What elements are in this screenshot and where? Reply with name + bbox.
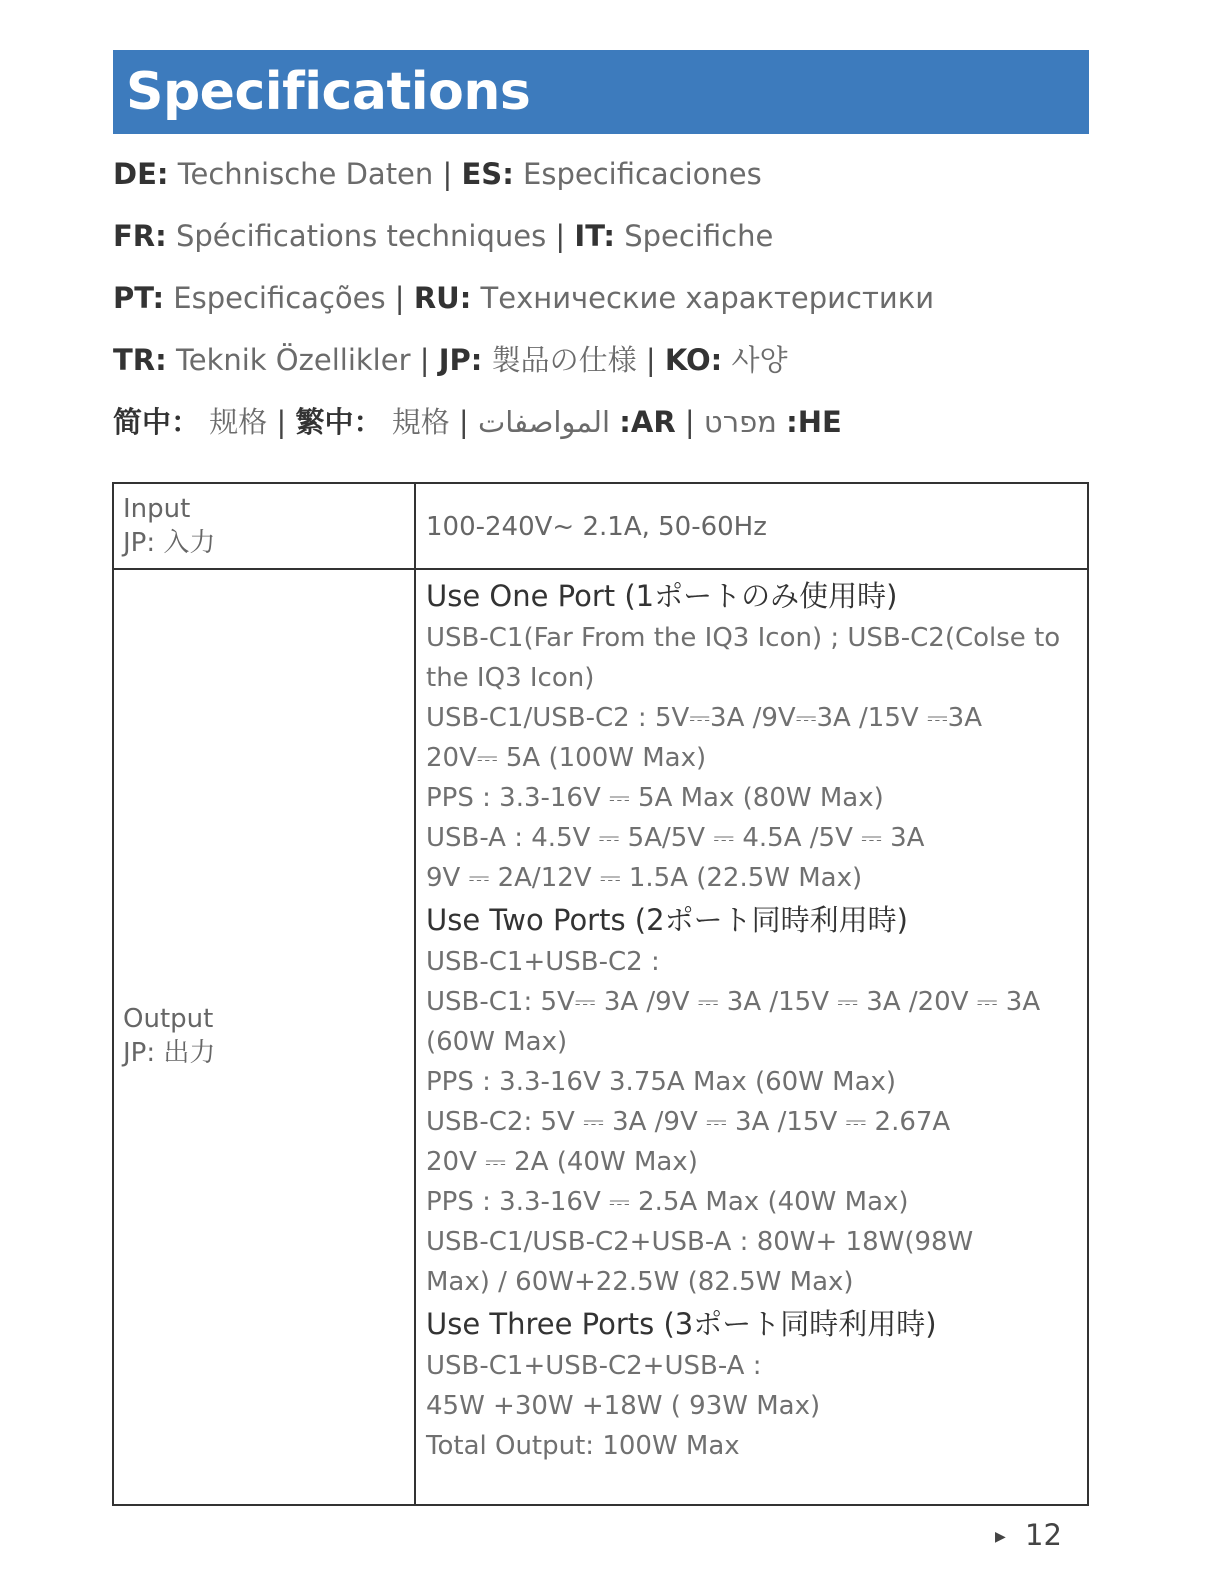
input-label-jp: JP: 入力	[123, 528, 216, 558]
spec-line: the IQ3 Icon)	[426, 663, 595, 693]
lang-text: 规格	[209, 405, 268, 439]
lang-text: 規格	[391, 405, 450, 439]
lang-text: Teknik Özellikler	[175, 343, 411, 377]
section-heading: Use Two Ports (2ポート同時利用時)	[426, 903, 908, 937]
lang-code: IT:	[574, 219, 616, 253]
lang-line	[113, 396, 1113, 458]
lang-line	[113, 272, 1113, 334]
lang-text: Specifiche	[624, 219, 774, 253]
lang-code: 简中：	[113, 405, 201, 439]
section-heading: Use Three Ports (3ポート同時利用時)	[426, 1307, 937, 1341]
separator: |	[546, 219, 575, 253]
spec-line: Total Output: 100W Max	[426, 1431, 740, 1461]
separator: |	[385, 281, 414, 315]
output-value	[426, 574, 1086, 1466]
lang-code: ES:	[461, 157, 514, 191]
lang-text: 製品の仕様	[491, 343, 637, 377]
separator: |	[636, 343, 665, 377]
spec-table	[112, 482, 1089, 1506]
lang-code: :AR	[619, 405, 676, 439]
spec-line: PPS : 3.3-16V ⎓ 2.5A Max (40W Max)	[426, 1187, 909, 1217]
input-label-cell	[123, 492, 215, 560]
spec-line: PPS : 3.3-16V ⎓ 5A Max (80W Max)	[426, 783, 884, 813]
spec-line: 9V ⎓ 2A/12V ⎓ 1.5A (22.5W Max)	[426, 863, 863, 893]
column-divider	[414, 484, 416, 1504]
spec-line: USB-C1+USB-C2 :	[426, 947, 660, 977]
lang-text: 사양	[731, 343, 788, 377]
spec-line: USB-C2: 5V ⎓ 3A /9V ⎓ 3A /15V ⎓ 2.67A	[426, 1107, 951, 1137]
lang-code: PT:	[113, 281, 165, 315]
title-bar	[113, 50, 1089, 134]
separator: |	[410, 343, 439, 377]
spec-line: USB-C1/USB-C2+USB-A : 80W+ 18W(98W	[426, 1227, 974, 1257]
spec-line: USB-C1+USB-C2+USB-A :	[426, 1351, 762, 1381]
lang-line	[113, 148, 1113, 210]
lang-text: Технические характеристики	[480, 281, 935, 315]
input-value: 100-240V~ 2.1A, 50-60Hz	[426, 512, 767, 542]
separator: |	[449, 405, 478, 439]
spec-line: 20V⎓ 5A (100W Max)	[426, 743, 707, 773]
lang-text: Technische Daten	[177, 157, 434, 191]
triangle-right-icon: ▶	[995, 1529, 1006, 1545]
spec-line: USB-C1/USB-C2 : 5V⎓3A /9V⎓3A /15V ⎓3A	[426, 703, 983, 733]
lang-text: المواصفات	[477, 405, 611, 439]
lang-code: DE:	[113, 157, 169, 191]
lang-code: RU:	[413, 281, 472, 315]
translations-list	[113, 148, 1113, 458]
lang-line	[113, 334, 1113, 396]
spec-line: Max) / 60W+22.5W (82.5W Max)	[426, 1267, 854, 1297]
output-label: Output	[123, 1004, 214, 1034]
lang-line	[113, 210, 1113, 272]
spec-line: PPS : 3.3-16V 3.75A Max (60W Max)	[426, 1067, 897, 1097]
spec-line: (60W Max)	[426, 1027, 568, 1057]
row-divider	[114, 568, 1087, 570]
lang-code: FR:	[113, 219, 167, 253]
lang-text: מפרט	[703, 405, 777, 439]
page-number	[995, 1518, 1062, 1552]
spec-line: USB-C1: 5V⎓ 3A /9V ⎓ 3A /15V ⎓ 3A /20V ⎓ 3A	[426, 987, 1041, 1017]
spec-line: USB-A : 4.5V ⎓ 5A/5V ⎓ 4.5A /5V ⎓ 3A	[426, 823, 925, 853]
section-heading: Use One Port (1ポートのみ使用時)	[426, 579, 898, 613]
lang-code: 繁中：	[295, 405, 383, 439]
lang-code: JP:	[438, 343, 483, 377]
lang-text: Especificaciones	[523, 157, 762, 191]
lang-code: :HE	[786, 405, 842, 439]
spec-line: 45W +30W +18W ( 93W Max)	[426, 1391, 821, 1421]
output-label-cell	[123, 1002, 215, 1070]
separator: |	[433, 157, 462, 191]
lang-text: Spécifications techniques	[175, 219, 547, 253]
spec-line: 20V ⎓ 2A (40W Max)	[426, 1147, 698, 1177]
lang-code: KO:	[664, 343, 723, 377]
lang-code: TR:	[113, 343, 167, 377]
separator: |	[267, 405, 296, 439]
page-title: Specifications	[126, 62, 531, 122]
output-label-jp: JP: 出力	[123, 1038, 216, 1068]
input-label: Input	[123, 494, 191, 524]
spec-line: USB-C1(Far From the IQ3 Icon) ; USB-C2(Colse to	[426, 623, 1061, 653]
separator: |	[675, 405, 704, 439]
lang-text: Especificações	[173, 281, 386, 315]
page-number-text: 12	[1025, 1518, 1062, 1552]
